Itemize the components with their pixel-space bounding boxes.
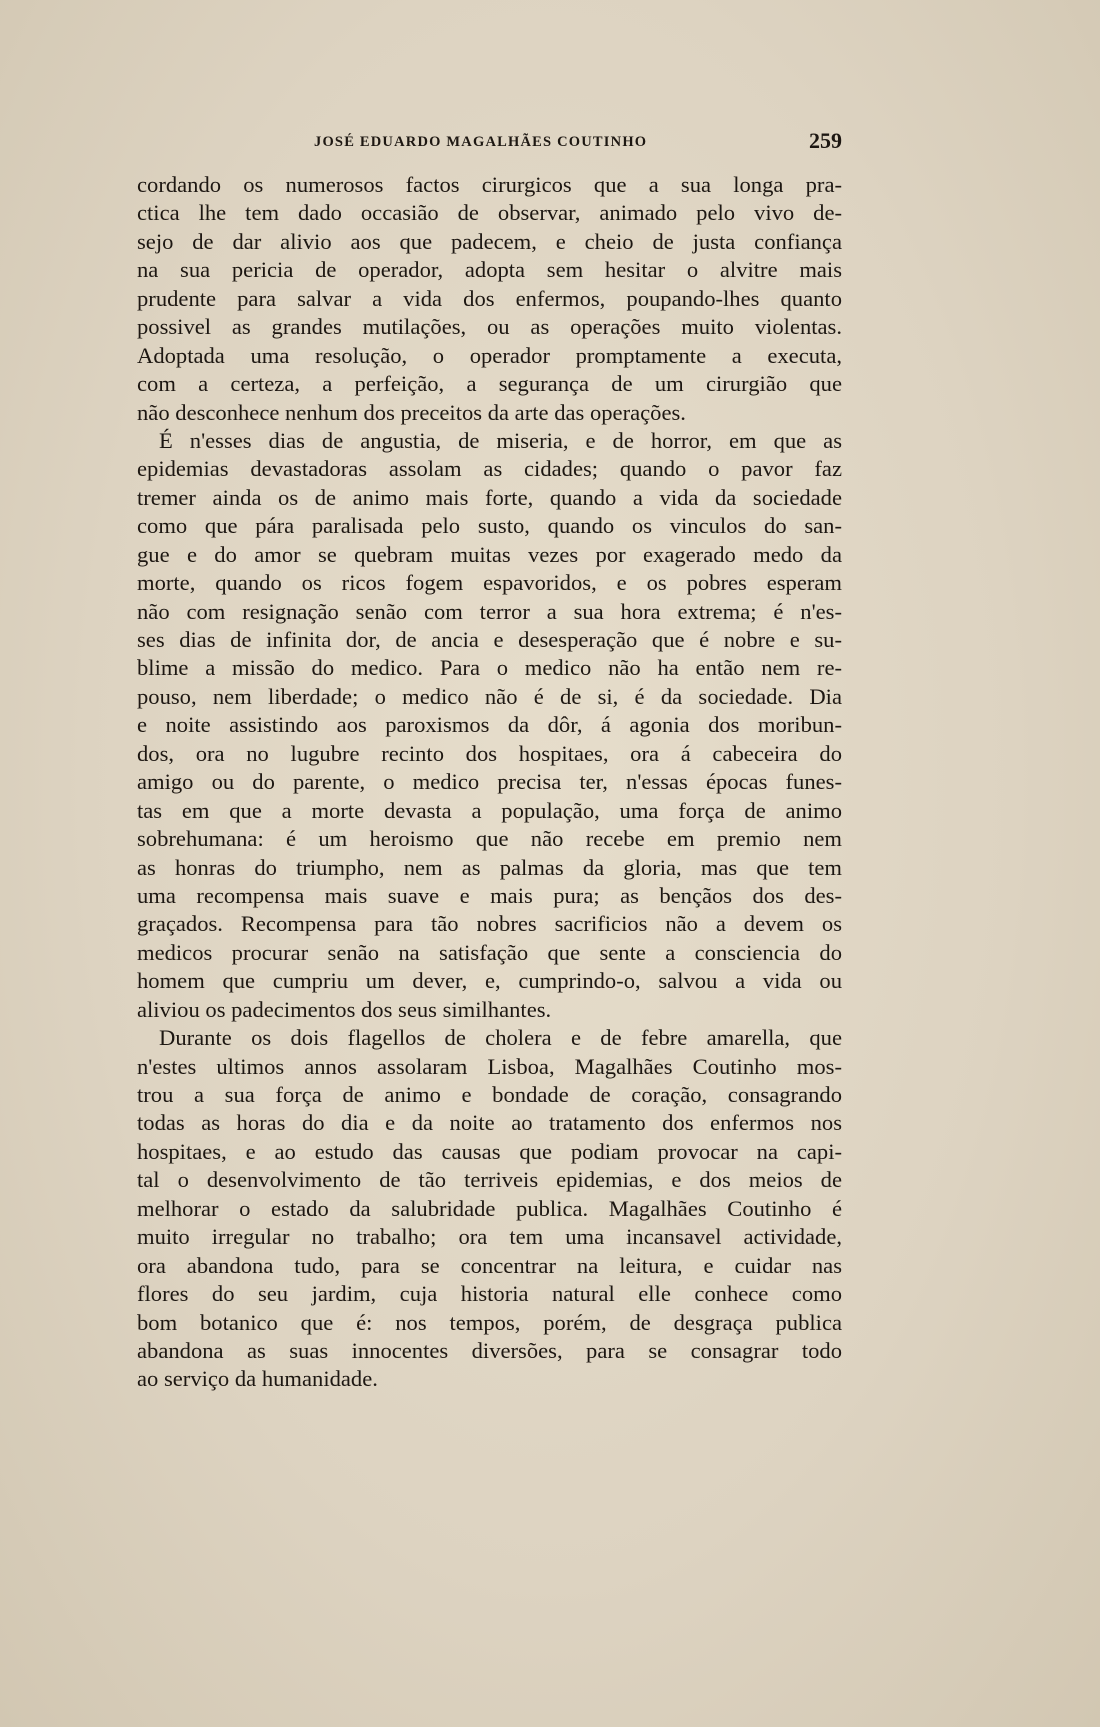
text-line: tremer ainda os de animo mais forte, quando a vida da sociedade — [137, 484, 842, 510]
text-line: blime a missão do medico. Para o medico não ha então nem re- — [137, 655, 842, 681]
text-line: como que pára paralisada pelo susto, quando os vinculos do san- — [137, 513, 842, 539]
text-line: ora abandona tudo, para se concentrar na leitura, e cuidar nas — [137, 1252, 842, 1278]
text-line: Adoptada uma resolução, o operador promptamente a executa, — [137, 342, 842, 368]
text-line: as honras do triumpho, nem as palmas da gloria, mas que tem — [137, 854, 842, 880]
text-line: n'estes ultimos annos assolaram Lisboa, Magalhães Coutinho mos- — [137, 1053, 842, 1079]
page-header — [137, 128, 842, 158]
text-line: não desconhece nenhum dos preceitos da arte das operações. — [137, 399, 686, 425]
text-line: na sua pericia de operador, adopta sem hesitar o alvitre mais — [137, 257, 842, 283]
text-line: É n'esses dias de angustia, de miseria, e de horror, em que as — [159, 427, 842, 453]
text-line: todas as horas do dia e da noite ao tratamento dos enfermos nos — [137, 1110, 842, 1136]
text-line: ses dias de infinita dor, de ancia e desesperação que é nobre e su- — [137, 627, 842, 652]
text-line: flores do seu jardim, cuja historia natural elle conhece como — [137, 1281, 842, 1307]
text-line: cordando os numerosos factos cirurgicos que a sua longa pra- — [137, 172, 842, 197]
running-head: JOSÉ EDUARDO MAGALHÃES COUTINHO — [314, 134, 648, 150]
text-line: epidemias devastadoras assolam as cidades; quando o pavor faz — [137, 456, 842, 482]
text-line: ctica lhe tem dado occasião de observar, animado pelo vivo de- — [137, 200, 842, 226]
body-text — [137, 171, 842, 1394]
text-line: amigo ou do parente, o medico precisa ter, n'essas épocas funes- — [137, 769, 842, 795]
text-line: com a certeza, a perfeição, a segurança de um cirurgião que — [137, 371, 842, 397]
text-line: ao serviço da humanidade. — [137, 1366, 378, 1392]
text-line: abandona as suas innocentes diversões, para se consagrar todo — [137, 1337, 842, 1363]
text-line: tal o desenvolvimento de tão terriveis epidemias, e dos meios de — [137, 1167, 842, 1193]
text-line: hospitaes, e ao estudo das causas que podiam provocar na capi- — [137, 1138, 842, 1164]
text-line: possivel as grandes mutilações, ou as operações muito violentas. — [137, 314, 842, 340]
text-line: gue e do amor se quebram muitas vezes por exagerado medo da — [137, 541, 842, 567]
text-line: trou a sua força de animo e bondade de coração, consagrando — [137, 1082, 842, 1107]
text-line: graçados. Recompensa para tão nobres sacrificios não a devem os — [137, 911, 842, 937]
text-line: dos, ora no lugubre recinto dos hospitaes, ora á cabeceira do — [137, 740, 842, 766]
text-line: melhorar o estado da salubridade publica. Magalhães Coutinho é — [137, 1195, 842, 1221]
text-line: prudente para salvar a vida dos enfermos, poupando-lhes quanto — [137, 285, 842, 311]
text-line: pouso, nem liberdade; o medico não é de si, é da sociedade. Dia — [137, 683, 842, 709]
text-line: aliviou os padecimentos dos seus similhantes. — [137, 996, 552, 1022]
text-line: e noite assistindo aos paroxismos da dôr, á agonia dos moribun- — [137, 712, 842, 738]
text-line: não com resignação senão com terror a sua hora extrema; é n'es- — [137, 598, 842, 624]
text-line: Durante os dois flagellos de cholera e de febre amarella, que — [159, 1025, 842, 1051]
text-line: morte, quando os ricos fogem espavoridos, e os pobres esperam — [137, 570, 842, 596]
text-line: tas em que a morte devasta a população, uma força de animo — [137, 797, 842, 823]
text-line: sobrehumana: é um heroismo que não recebe em premio nem — [137, 826, 842, 852]
text-line: sejo de dar alivio aos que padecem, e cheio de justa confiança — [137, 228, 842, 254]
text-line: muito irregular no trabalho; ora tem uma incansavel actividade, — [137, 1224, 842, 1250]
text-line: medicos procurar senão na satisfação que sente a consciencia do — [137, 939, 842, 965]
text-line: uma recompensa mais suave e mais pura; as bençãos dos des- — [137, 882, 842, 908]
text-line: homem que cumpriu um dever, e, cumprindo-o, salvou a vida ou — [137, 968, 842, 994]
page-number: 259 — [809, 128, 842, 153]
text-line: bom botanico que é: nos tempos, porém, de desgraça publica — [137, 1309, 842, 1335]
